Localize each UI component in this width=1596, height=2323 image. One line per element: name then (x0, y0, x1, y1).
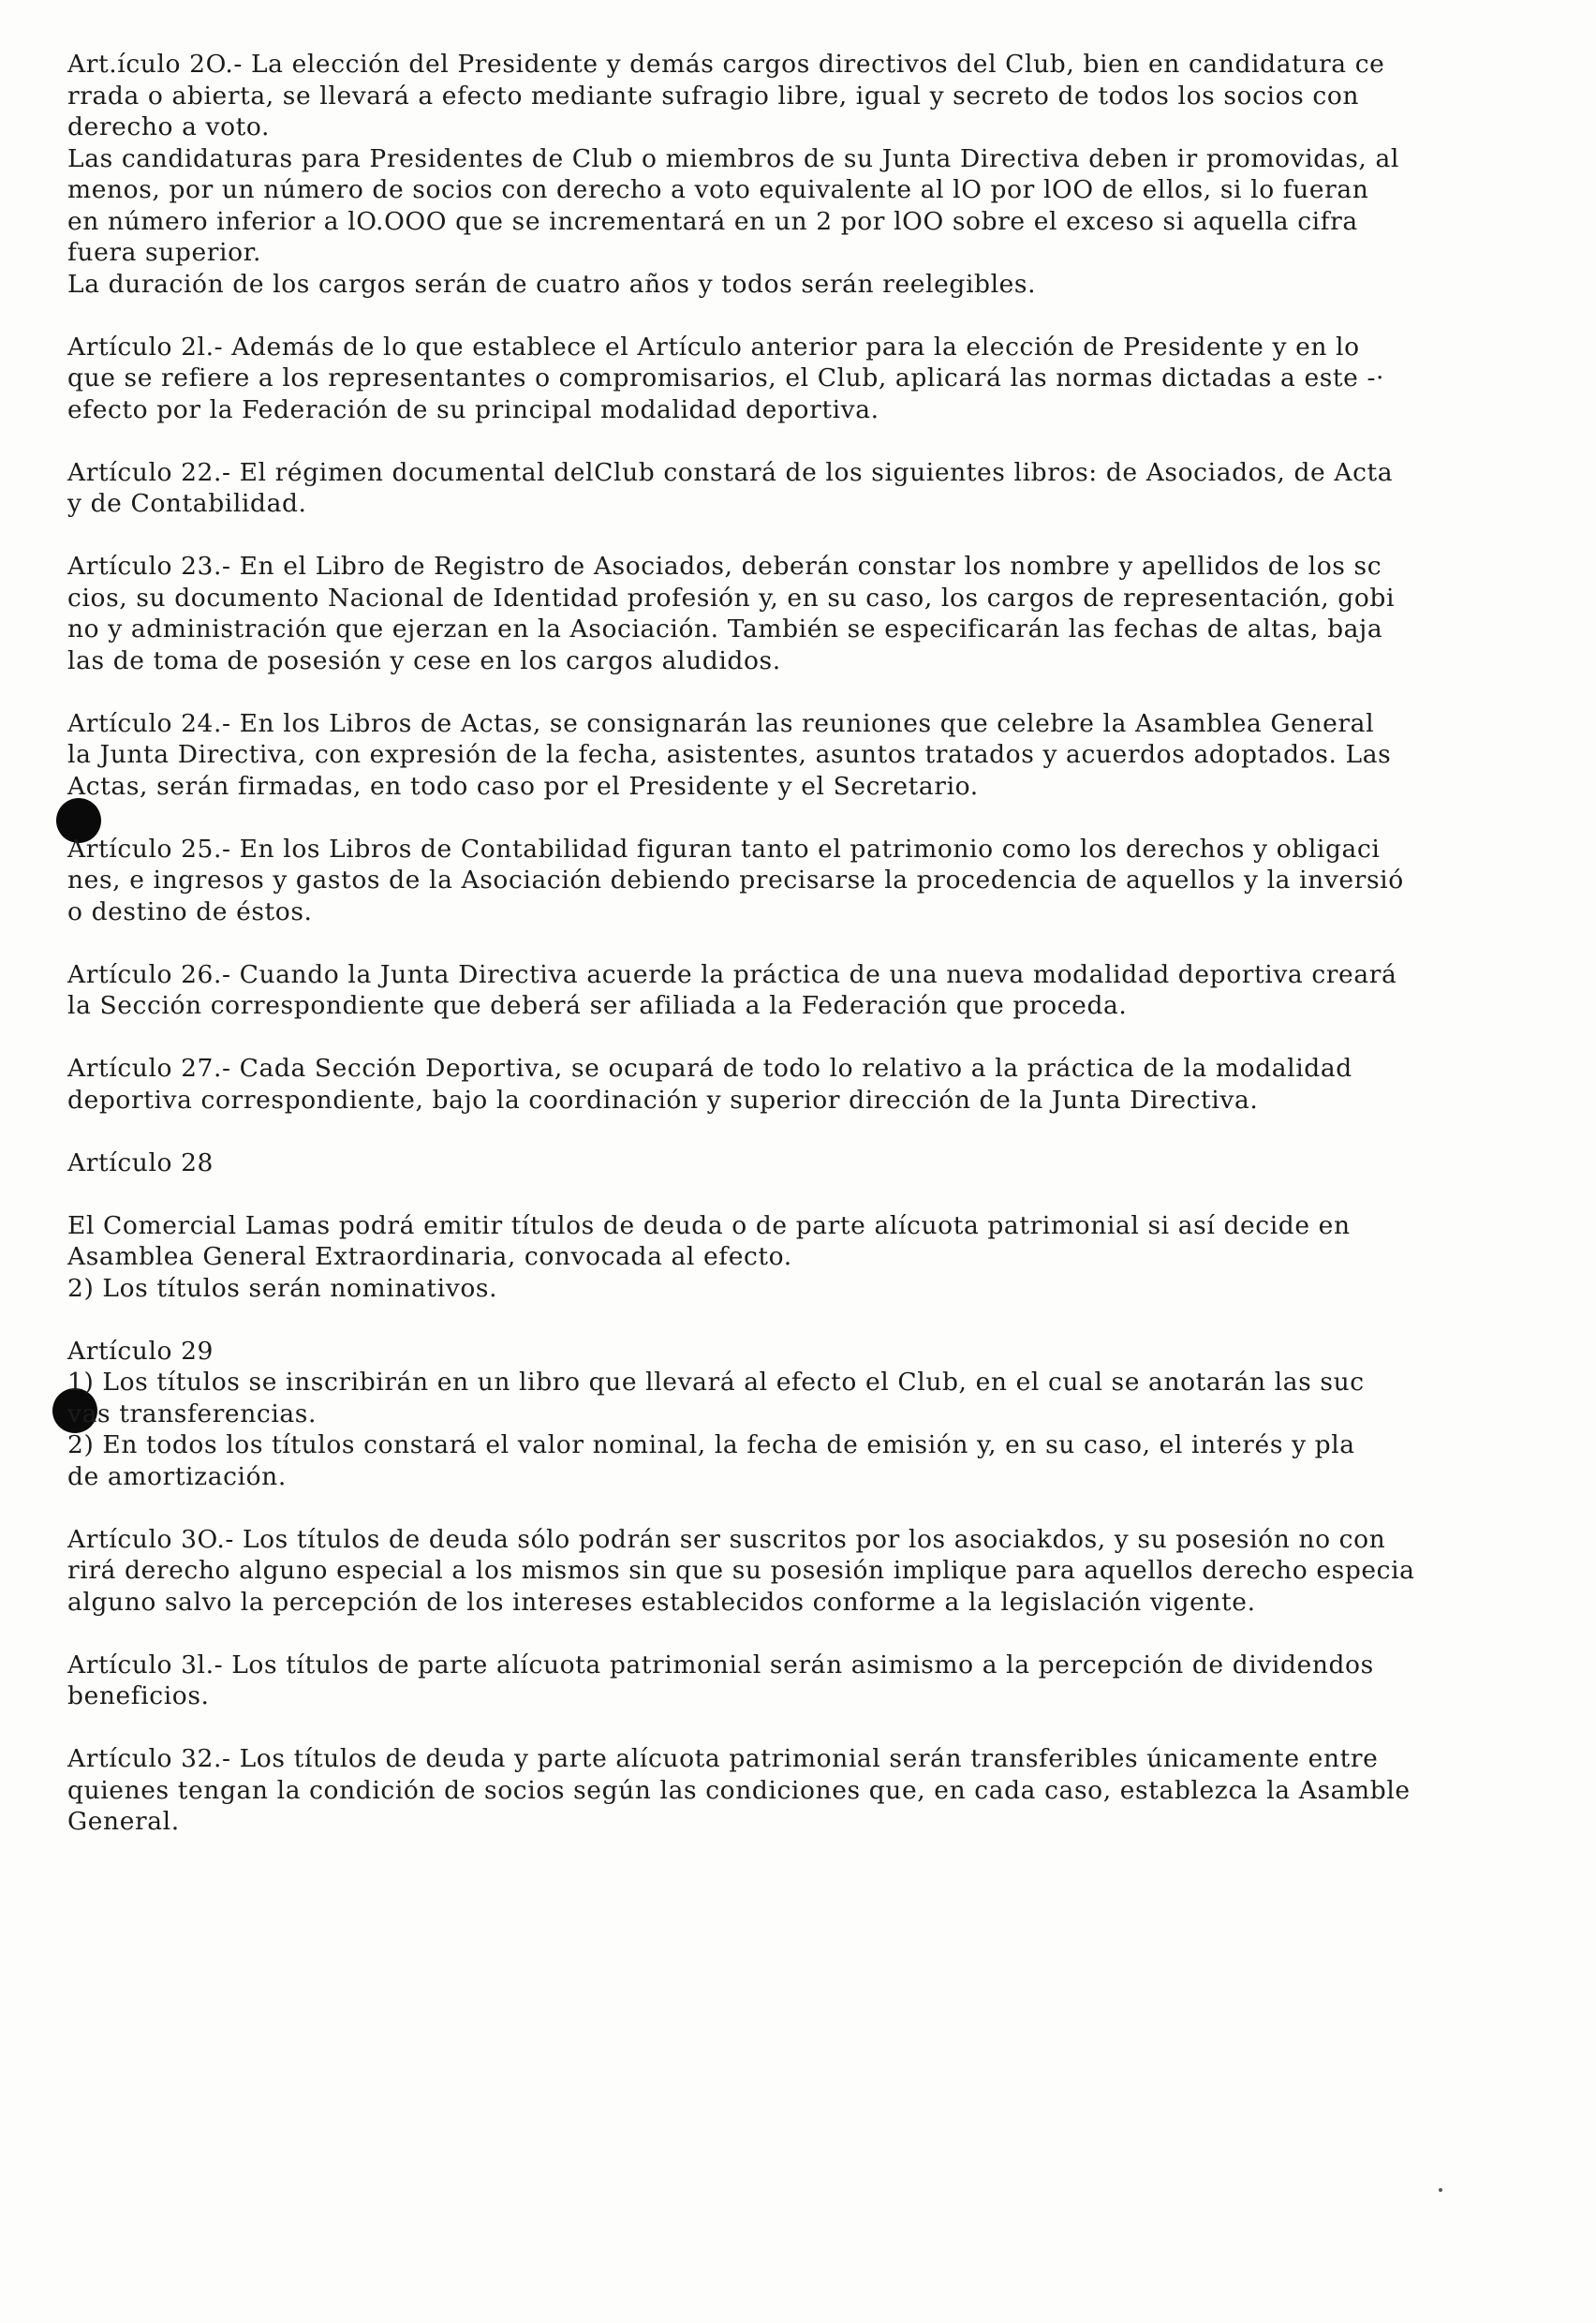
text-line: Asamblea General Extraordinaria, convocada al efecto. (67, 1242, 792, 1271)
text-line: efecto por la Federación de su principal modalidad deportiva. (67, 394, 879, 424)
text-line: Artículo 24.- En los Libros de Actas, se consignarán las reuniones que celebre la Asamblea General (67, 708, 1375, 738)
text-line: Artículo 23.- En el Libro de Registro de Asociados, deberán constar los nombre y apellidos de los sc (67, 552, 1382, 581)
text-line: Artículo 27.- Cada Sección Deportiva, se ocupará de todo lo relativo a la práctica de la modalidad (67, 1054, 1352, 1083)
text-line: no y administración que ejerzan en la Asociación. También se especificarán las fechas de altas, baja (67, 614, 1383, 644)
text-line: y de Contabilidad. (67, 489, 307, 518)
article-paragraph (67, 1147, 1536, 1179)
article-paragraph (67, 49, 1536, 300)
text-line: o destino de éstos. (67, 896, 313, 926)
article-paragraph (67, 959, 1536, 1022)
text-line: vas transferencias. (67, 1398, 318, 1428)
text-line: Artículo 22.- El régimen documental delClub constará de los siguientes libros: de Asociados, de Acta (67, 457, 1394, 487)
article-paragraph (67, 1650, 1536, 1712)
paragraph-gap (67, 520, 1536, 552)
paragraph-gap (67, 1712, 1536, 1744)
paragraph-gap (67, 425, 1536, 457)
text-line: Artículo 3O.- Los títulos de deuda sólo podrán ser suscritos por los asociakdos, y su posesión no con (67, 1524, 1386, 1554)
article-paragraph (67, 1210, 1536, 1305)
article-paragraph (67, 834, 1536, 928)
text-line: la Sección correspondiente que deberá ser afiliada a la Federación que proceda. (67, 991, 1128, 1020)
text-line: las de toma de posesión y cese en los cargos aludidos. (67, 645, 781, 675)
paragraph-gap (67, 1022, 1536, 1054)
text-line: beneficios. (67, 1681, 210, 1710)
text-line: rrada o abierta, se llevará a efecto mediante sufragio libre, igual y secreto de todos los socios con (67, 81, 1360, 111)
text-line: Actas, serán firmadas, en todo caso por el Presidente y el Secretario. (67, 771, 979, 801)
text-line: Artículo 3l.- Los títulos de parte alícuota patrimonial serán asimismo a la percepción de dividendos (67, 1650, 1374, 1679)
text-line: alguno salvo la percepción de los intereses establecidos conforme a la legislación vigente. (67, 1587, 1256, 1617)
article-paragraph (67, 1336, 1536, 1493)
text-line: 2) Los títulos serán nominativos. (67, 1273, 498, 1303)
text-line: La duración de los cargos serán de cuatro años y todos serán reelegibles. (67, 269, 1037, 299)
text-line: quienes tengan la condición de socios según las condiciones que, en cada caso, establezca la Asamble (67, 1775, 1411, 1805)
paragraph-gap (67, 802, 1536, 834)
paragraph-gap (67, 1618, 1536, 1650)
paragraph-gap (67, 927, 1536, 959)
text-line: Las candidaturas para Presidentes de Club o miembros de su Junta Directiva deben ir promovidas, al (67, 143, 1399, 173)
text-line: Artículo 25.- En los Libros de Contabilidad figuran tanto el patrimonio como los derechos y obligaci (67, 834, 1381, 864)
text-line: deportiva correspondiente, bajo la coordinación y superior dirección de la Junta Directiva. (67, 1085, 1259, 1115)
article-paragraph (67, 332, 1536, 426)
article-paragraph (67, 1743, 1536, 1838)
article-paragraph (67, 457, 1536, 520)
text-line: la Junta Directiva, con expresión de la fecha, asistentes, asuntos tratados y acuerdos adoptados. Las (67, 740, 1392, 769)
text-line: rirá derecho alguno especial a los mismos sin que su posesión implique para aquellos derecho especia (67, 1556, 1415, 1585)
article-paragraph (67, 708, 1536, 803)
text-line: de amortización. (67, 1461, 287, 1491)
paragraph-gap (67, 676, 1536, 708)
text-line: El Comercial Lamas podrá emitir títulos de deuda o de parte alícuota patrimonial si así decide en (67, 1210, 1351, 1240)
paragraph-gap (67, 300, 1536, 332)
text-line: menos, por un número de socios con derecho a voto equivalente al lO por lOO de ellos, si lo fueran (67, 175, 1369, 204)
text-line: cios, su documento Nacional de Identidad profesión y, en su caso, los cargos de representación, gobi (67, 583, 1396, 613)
text-line: Artículo 28 (67, 1147, 214, 1177)
page-speck (1439, 2188, 1442, 2192)
text-line: derecho a voto. (67, 112, 270, 141)
text-line: 2) En todos los títulos constará el valor nominal, la fecha de emisión y, en su caso, el interés y pla (67, 1430, 1355, 1459)
article-paragraph (67, 1053, 1536, 1116)
text-line: en número inferior a lO.OOO que se incrementará en un 2 por lOO sobre el exceso si aquella cifra (67, 206, 1358, 236)
text-line: Art.ículo 2O.- La elección del Presidente y demás cargos directivos del Club, bien en candidatura ce (67, 50, 1385, 79)
paragraph-gap (67, 1492, 1536, 1524)
text-line: Artículo 32.- Los títulos de deuda y parte alícuota patrimonial serán transferibles únicamente entre (67, 1744, 1379, 1773)
article-paragraph (67, 1524, 1536, 1619)
text-line: 1) Los títulos se inscribirán en un libro que llevará al efecto el Club, en el cual se anotarán las suc (67, 1368, 1365, 1397)
text-line: fuera superior. (67, 238, 262, 267)
paragraph-gap (67, 1116, 1536, 1147)
text-line: General. (67, 1807, 180, 1836)
article-paragraph (67, 551, 1536, 676)
text-line: Artículo 2l.- Además de lo que establece el Artículo anterior para la elección de Presidente y en lo (67, 332, 1360, 362)
paragraph-gap (67, 1178, 1536, 1210)
text-line: nes, e ingresos y gastos de la Asociación debiendo precisarse la procedencia de aquellos y la inversió (67, 866, 1404, 895)
text-line: que se refiere a los representantes o compromisarios, el Club, aplicará las normas dictadas a este -· (67, 363, 1385, 392)
text-line: Artículo 26.- Cuando la Junta Directiva acuerde la práctica de una nueva modalidad deportiva creará (67, 959, 1397, 989)
paragraph-gap (67, 1304, 1536, 1336)
text-line: Artículo 29 (67, 1336, 214, 1366)
document-body (67, 49, 1536, 1838)
